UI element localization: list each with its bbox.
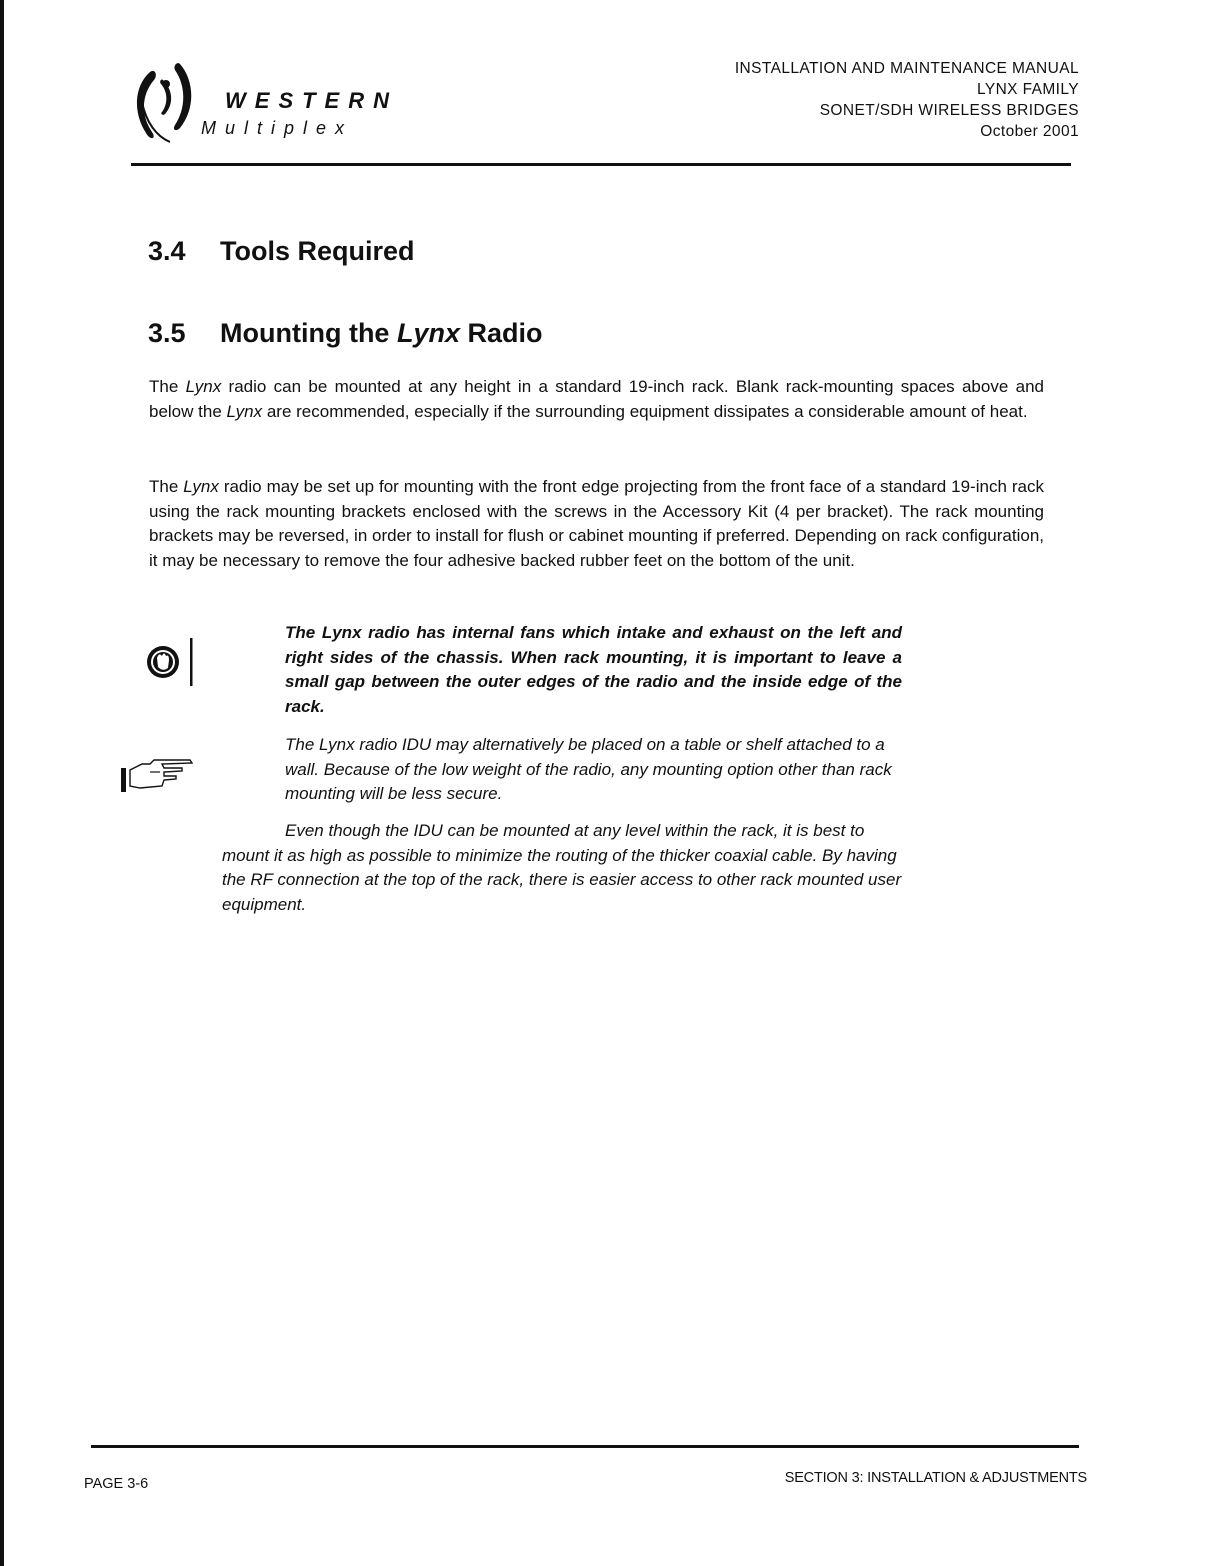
section-title-emphasis: Lynx xyxy=(396,318,460,348)
page-left-border xyxy=(0,0,4,1566)
footer-divider xyxy=(91,1445,1079,1448)
paragraph-rack-brackets: The Lynx radio may be set up for mounting with the front edge projecting from the front face of a standard 19-inch rack using the rack mounting brackets enclosed with the screws in the Accessory Kit (4 per bracket). The rack mounting brackets may be reversed, in order to install for flush or cabinet mounting if preferred. Depending on rack configuration, it may be necessary to remove the four adhesive backed rubber feet on the bottom of the unit. xyxy=(149,477,1044,570)
logo-multiplex-text: Multiplex xyxy=(201,118,354,138)
paragraph-rack-height: The Lynx radio can be mounted at any height in a standard 19-inch rack. Blank rack-mounting spaces above and below the Lynx are recommended, especially if the surrounding equipment dissipates a considerable amount of heat. xyxy=(149,377,1044,421)
logo-western-text: WESTERN xyxy=(225,88,398,113)
page-number: PAGE 3-6 xyxy=(84,1476,149,1492)
section-number: 3.4 xyxy=(148,236,186,266)
section-title-part: Radio xyxy=(459,318,543,348)
stop-hand-icon xyxy=(146,636,196,688)
header-product-type: SONET/SDH WIRELESS BRIDGES xyxy=(819,102,1079,119)
section-title: Tools Required xyxy=(220,236,415,266)
pointing-hand-icon xyxy=(120,758,196,794)
header-manual-title: INSTALLATION AND MAINTENANCE MANUAL xyxy=(734,60,1079,77)
section-heading-mounting xyxy=(148,318,543,349)
section-number: 3.5 xyxy=(148,318,186,348)
footer-section-title: SECTION 3: INSTALLATION & ADJUSTMENTS xyxy=(784,1470,1087,1486)
header-product-family: LYNX FAMILY xyxy=(976,81,1079,98)
section-heading-tools xyxy=(148,236,415,267)
header-date: October 2001 xyxy=(980,123,1079,140)
company-logo xyxy=(128,62,428,152)
mounting-level-note: Even though the IDU can be mounted at any level within the rack, it is best to mount it as high as possible to minimize the routing of the thicker coaxial cable. By having the RF connection at the top of the rack, there is easier access to other rack mounted user equipment. xyxy=(222,821,902,914)
header-divider xyxy=(131,163,1071,166)
hint-note: The Lynx radio IDU may alternatively be placed on a table or shelf attached to a wall. Because of the low weight of the radio, any mounting option other than rack mounting will be less secure. xyxy=(285,735,892,803)
document-header xyxy=(735,58,1079,142)
section-title-part: Mounting the xyxy=(220,318,397,348)
caution-note: The Lynx radio has internal fans which intake and exhaust on the left and right sides of the chassis. When rack mounting, it is important to leave a small gap between the outer edges of the radio and the inside edge of the rack. xyxy=(285,623,902,716)
